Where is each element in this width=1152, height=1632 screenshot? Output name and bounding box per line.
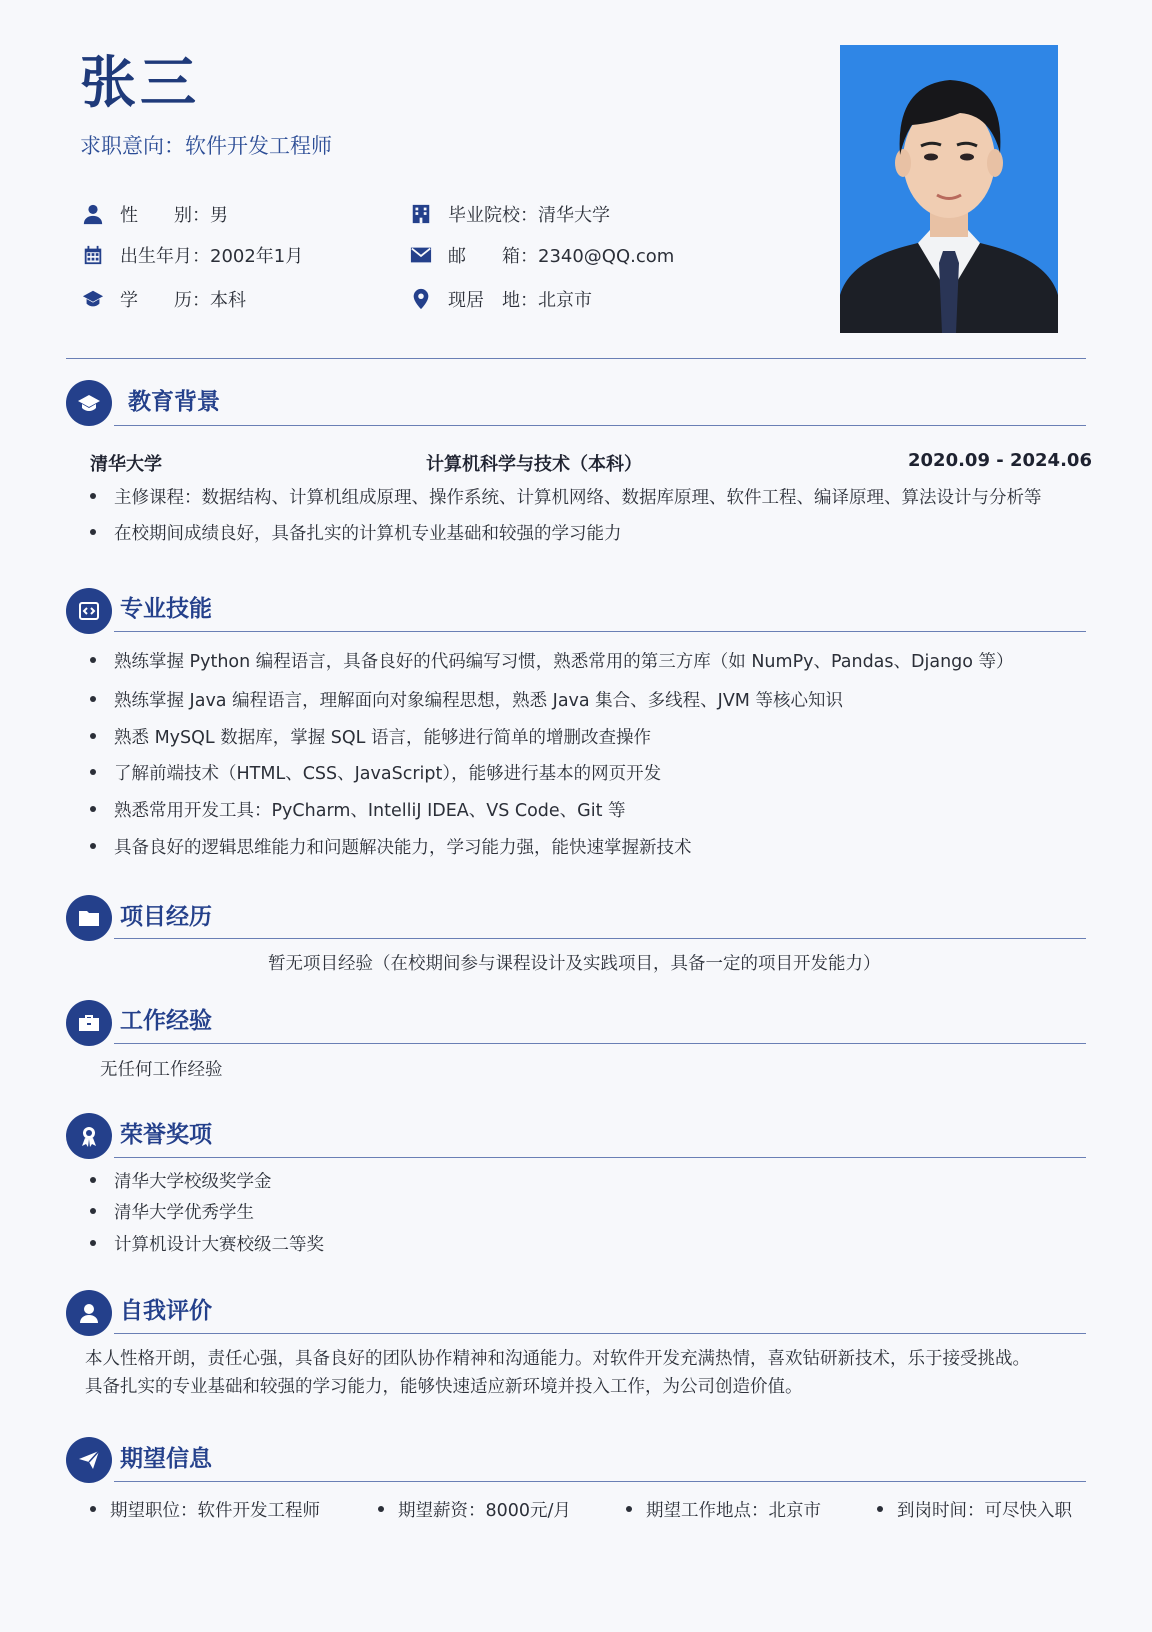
profile-photo bbox=[840, 45, 1058, 333]
list-item: 熟悉常用开发工具：PyCharm、IntelliJ IDEA、VS Code、Git 等 bbox=[90, 801, 626, 822]
expect-city: 期望工作地点：北京市 bbox=[626, 1497, 821, 1522]
work-text: 无任何工作经验 bbox=[100, 1060, 223, 1080]
section-line bbox=[114, 631, 1086, 632]
expect-start: 到岗时间：可尽快入职 bbox=[877, 1497, 1072, 1522]
info-gender bbox=[80, 201, 228, 227]
section-title-projects: 项目经历 bbox=[120, 904, 212, 930]
folder-icon bbox=[66, 895, 112, 941]
section-title-work: 工作经验 bbox=[120, 1008, 212, 1034]
section-title-honors: 荣誉奖项 bbox=[120, 1122, 212, 1148]
list-item: 熟练掌握 Python 编程语言，具备良好的代码编写习惯，熟悉常用的第三方库（如 NumPy、Pandas、Django 等） bbox=[90, 652, 1014, 673]
email-text: 邮 箱：2340@QQ.com bbox=[448, 246, 675, 267]
list-item: 了解前端技术（HTML、CSS、JavaScript），能够进行基本的网页开发 bbox=[90, 764, 661, 785]
edu-period: 2020.09 - 2024.06 bbox=[908, 450, 1092, 471]
section-line bbox=[114, 1333, 1086, 1334]
paper-plane-icon bbox=[66, 1437, 112, 1483]
person-icon bbox=[80, 201, 106, 227]
section-line bbox=[114, 425, 1086, 426]
info-degree bbox=[80, 286, 246, 312]
envelope-icon bbox=[408, 242, 434, 268]
list-item: 主修课程：数据结构、计算机组成原理、操作系统、计算机网络、数据库原理、软件工程、编译原理、算法设计与分析等 bbox=[90, 488, 1042, 509]
list-item: 熟练掌握 Java 编程语言，理解面向对象编程思想，熟悉 Java 集合、多线程、JVM 等核心知识 bbox=[90, 691, 843, 712]
graduation-cap-icon bbox=[66, 380, 112, 426]
list-item: 清华大学优秀学生 bbox=[90, 1203, 254, 1224]
info-school bbox=[408, 201, 610, 227]
location-text: 现居 地：北京市 bbox=[448, 290, 592, 311]
header-divider bbox=[66, 358, 1086, 359]
self-eval-line-1: 本人性格开朗，责任心强，具备良好的团队协作精神和沟通能力。对软件开发充满热情，喜欢钻研新技术，乐于接受挑战。 bbox=[85, 1349, 1030, 1369]
person-icon bbox=[66, 1290, 112, 1336]
edu-major: 计算机科学与技术（本科） bbox=[426, 454, 642, 475]
list-item: 在校期间成绩良好，具备扎实的计算机专业基础和较强的学习能力 bbox=[90, 524, 622, 545]
projects-text: 暂无项目经验（在校期间参与课程设计及实践项目，具备一定的项目开发能力） bbox=[268, 954, 881, 974]
edu-school: 清华大学 bbox=[90, 454, 162, 475]
job-intent: 求职意向：软件开发工程师 bbox=[80, 134, 332, 158]
briefcase-icon bbox=[66, 1000, 112, 1046]
self-eval-line-2: 具备扎实的专业基础和较强的学习能力，能够快速适应新环境并投入工作，为公司创造价值。 bbox=[85, 1377, 803, 1397]
info-email bbox=[408, 242, 674, 268]
list-item: 熟悉 MySQL 数据库，掌握 SQL 语言，能够进行简单的增删改查操作 bbox=[90, 728, 651, 749]
degree-text: 学 历：本科 bbox=[120, 290, 246, 311]
list-item: 清华大学校级奖学金 bbox=[90, 1172, 272, 1193]
gender-text: 性 别：男 bbox=[120, 205, 228, 226]
birth-text: 出生年月：2002年1月 bbox=[120, 246, 304, 267]
info-birth bbox=[80, 242, 303, 268]
expect-position: 期望职位：软件开发工程师 bbox=[90, 1497, 320, 1522]
list-item: 计算机设计大赛校级二等奖 bbox=[90, 1235, 324, 1256]
expect-salary: 期望薪资：8000元/月 bbox=[378, 1497, 571, 1522]
section-line bbox=[114, 1481, 1086, 1482]
code-icon bbox=[66, 588, 112, 634]
map-pin-icon bbox=[408, 286, 434, 312]
section-title-education: 教育背景 bbox=[128, 389, 220, 415]
section-title-skills: 专业技能 bbox=[120, 596, 212, 622]
section-line bbox=[114, 1043, 1086, 1044]
calendar-icon bbox=[80, 242, 106, 268]
school-text: 毕业院校：清华大学 bbox=[448, 205, 610, 226]
candidate-name: 张三 bbox=[80, 51, 200, 116]
building-icon bbox=[408, 201, 434, 227]
section-line bbox=[114, 938, 1086, 939]
info-location bbox=[408, 286, 592, 312]
section-line bbox=[114, 1157, 1086, 1158]
section-title-expectation: 期望信息 bbox=[120, 1446, 212, 1472]
section-title-self-eval: 自我评价 bbox=[120, 1298, 212, 1324]
award-medal-icon bbox=[66, 1113, 112, 1159]
graduation-cap-icon bbox=[80, 286, 106, 312]
list-item: 具备良好的逻辑思维能力和问题解决能力，学习能力强，能快速掌握新技术 bbox=[90, 838, 692, 859]
